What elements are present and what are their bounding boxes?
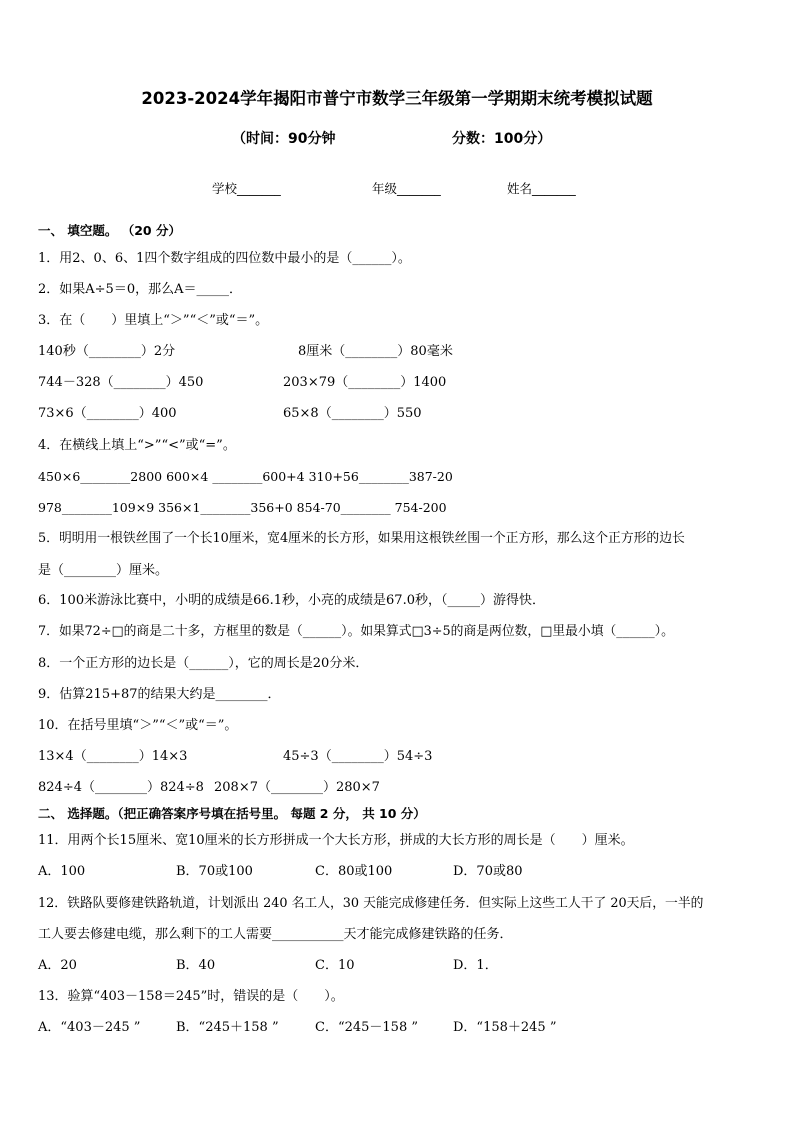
total-score: 分数：100分） — [452, 131, 552, 147]
option-c: C．“245－158 ” — [315, 1020, 418, 1035]
name-field: 姓名_______ — [507, 181, 576, 196]
time-limit: （时间：90分钟 — [232, 131, 336, 147]
question-1: 1．用2、0、6、1四个数字组成的四位数中最小的是（______）。 — [38, 251, 411, 266]
question-13: 13．验算“403－158＝245”时，错误的是（ ）。 — [38, 989, 344, 1004]
question-10-item: 824÷4（________）824÷8 — [38, 780, 204, 795]
option-c: C．80或100 — [315, 864, 393, 879]
question-10-item: 208×7（________）280×7 — [214, 780, 380, 795]
option-d: D．1． — [453, 958, 498, 973]
question-3-item: 203×79（________）1400 — [283, 375, 447, 390]
question-11: 11．用两个长15厘米、宽10厘米的长方形拼成一个大长方形，拼成的大长方形的周长是（ ）厘米。 — [38, 833, 634, 848]
question-3-item: 8厘米（________）80毫米 — [298, 344, 453, 359]
school-field: 学校_______ — [212, 181, 281, 196]
option-b: B．40 — [176, 958, 216, 973]
question-3-item: 140秒（________）2分 — [38, 344, 176, 359]
question-8: 8．一个正方形的边长是（______），它的周长是20分米． — [38, 656, 369, 671]
question-6: 6．100米游泳比赛中，小明的成绩是66.1秒，小亮的成绩是67.0秒，（_____）游得快． — [38, 593, 545, 608]
question-10-prompt: 10．在括号里填“＞”“＜”或“＝”。 — [38, 718, 238, 733]
option-c: C．10 — [315, 958, 355, 973]
option-b: B．70或100 — [176, 864, 253, 879]
question-2: 2．如果A÷5＝0，那么A＝_____． — [38, 282, 242, 297]
question-10-item: 45÷3（________）54÷3 — [283, 749, 433, 764]
option-d: D．70或80 — [453, 864, 523, 879]
option-b: B．“245＋158 ” — [176, 1020, 279, 1035]
question-4-prompt: 4．在横线上填上“>”“<”或“=”。 — [38, 438, 236, 453]
question-9: 9．估算215+87的结果大约是________． — [38, 687, 281, 702]
question-12-line-1: 12．铁路队要修建铁路轨道，计划派出 240 名工人，30 天能完成修建任务．但实际上这些工人干了 20天后，一半的 — [38, 896, 704, 911]
question-4-row: 978________109×9 356×1________356+0 854-70________ 754-200 — [38, 500, 447, 515]
question-10-item: 13×4（________）14×3 — [38, 749, 188, 764]
question-3-item: 744－328（________）450 — [38, 375, 204, 390]
option-a: A．“403－245 ” — [38, 1020, 141, 1035]
question-3-item: 73×6（________）400 — [38, 406, 177, 421]
question-5-line-2: 是（________）厘米。 — [38, 563, 169, 578]
exam-title: 2023-2024学年揭阳市普宁市数学三年级第一学期期末统考模拟试题 — [141, 89, 653, 108]
question-5-line-1: 5．明明用一根铁丝围了一个长10厘米，宽4厘米的长方形，如果用这根铁丝围一个正方形，那么这个正方形的边长 — [38, 531, 685, 546]
option-a: A．20 — [38, 958, 77, 973]
option-a: A．100 — [38, 864, 86, 879]
option-d: D．“158＋245 ” — [453, 1020, 557, 1035]
section-2-heading: 二、 选择题。（把正确答案序号填在括号里。 每题 2 分， 共 10 分） — [38, 806, 426, 821]
section-1-heading: 一、 填空题。 （20 分） — [38, 223, 181, 238]
question-3-prompt: 3．在（ ）里填上“＞”“＜”或“＝”。 — [38, 313, 269, 328]
grade-field: 年级_______ — [372, 181, 441, 196]
question-7: 7．如果72÷□的商是二十多，方框里的数是（______）。如果算式□3÷5的商是两位数，□里最小填（______）。 — [38, 624, 674, 639]
question-4-row: 450×6________2800 600×4 ________600+4 310+56________387-20 — [38, 469, 453, 484]
question-3-item: 65×8（________）550 — [283, 406, 422, 421]
question-12-line-2: 工人要去修建电缆，那么剩下的工人需要___________天才能完成修建铁路的任务． — [38, 927, 513, 942]
